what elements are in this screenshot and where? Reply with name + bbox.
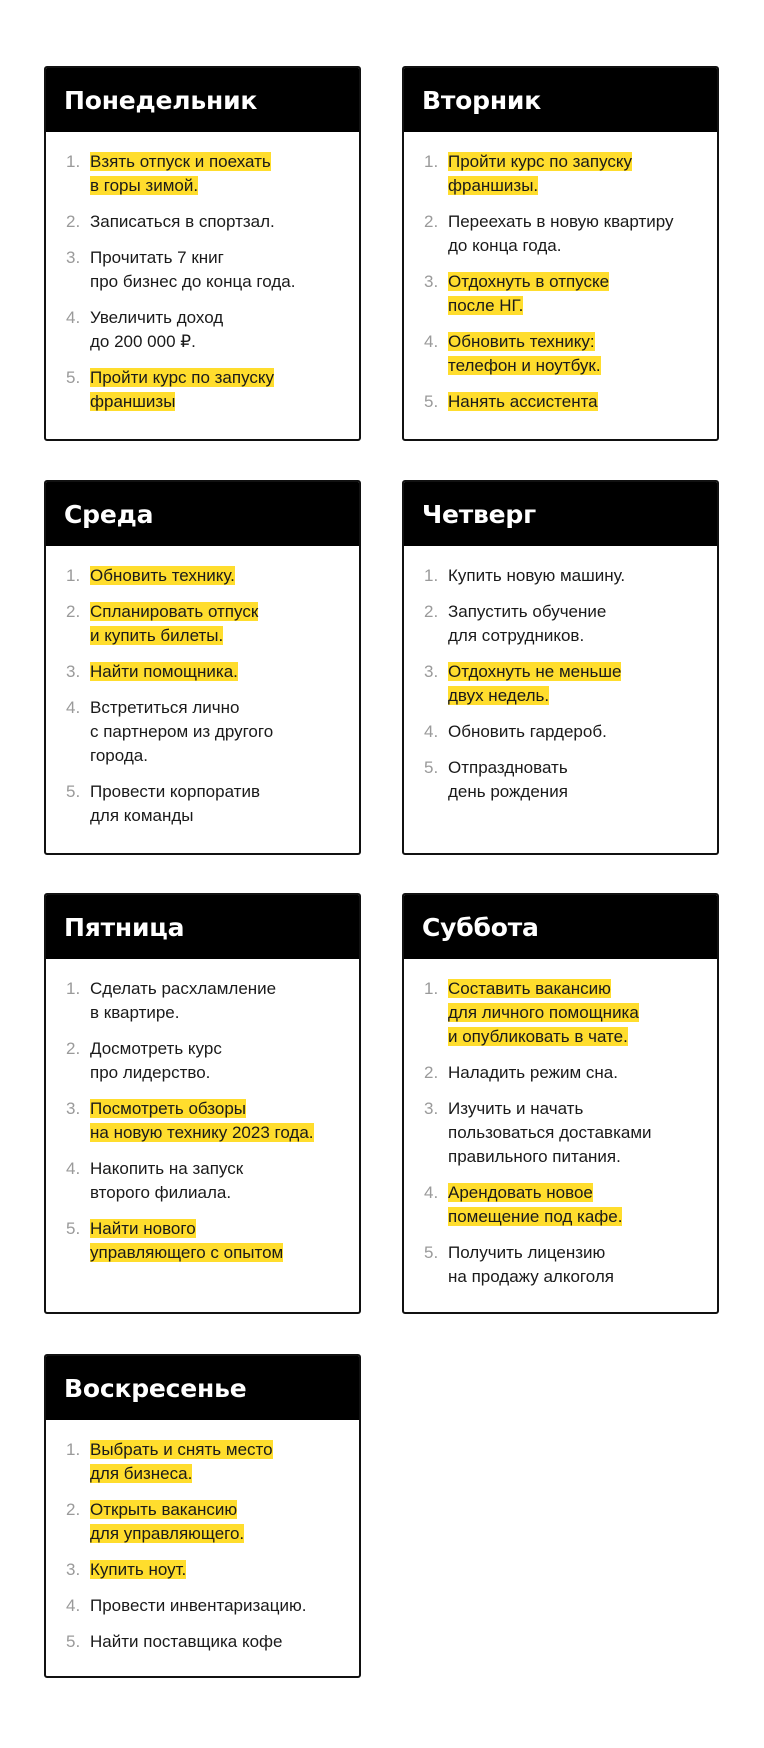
day-title: Пятница [64, 912, 185, 942]
task-number: 5. [66, 782, 81, 801]
task-number: 4. [424, 722, 439, 741]
day-title: Понедельник [64, 85, 258, 115]
day-card-tuesday [402, 66, 719, 441]
task-number: 5. [66, 1632, 81, 1651]
task-text-highlighted [448, 330, 601, 378]
task-item [424, 720, 697, 744]
task-number: 2. [66, 1500, 81, 1519]
task-item [66, 150, 339, 198]
task-item [66, 1217, 339, 1265]
day-card-header [404, 895, 717, 959]
day-card-sunday [44, 1354, 361, 1678]
task-item [66, 1037, 339, 1085]
task-text-highlighted [90, 366, 274, 414]
day-card-thursday [402, 480, 719, 855]
task-number: 3. [424, 662, 439, 681]
task-number: 2. [424, 1063, 439, 1082]
task-list [404, 132, 717, 414]
task-number: 4. [424, 332, 439, 351]
task-item [66, 366, 339, 414]
task-label: Переехать в новую квартиру до конца года. [448, 212, 674, 255]
task-text-highlighted [90, 564, 235, 588]
task-list [46, 132, 359, 414]
task-number: 1. [66, 979, 81, 998]
task-item [66, 600, 339, 648]
task-label: Обновить технику: телефон и ноутбук. [448, 332, 601, 375]
task-text-highlighted [90, 660, 238, 684]
task-text-highlighted [90, 1498, 244, 1546]
task-number: 4. [66, 1596, 81, 1615]
task-number: 2. [66, 212, 81, 231]
task-number: 5. [66, 368, 81, 387]
day-card-header [404, 68, 717, 132]
task-label: Купить новую машину. [448, 566, 626, 585]
task-number: 5. [66, 1219, 81, 1238]
task-text [90, 306, 223, 354]
task-label: Обновить гардероб. [448, 722, 607, 741]
task-item [424, 330, 697, 378]
task-text [448, 1097, 652, 1169]
task-text [90, 1630, 282, 1654]
task-number: 1. [66, 1440, 81, 1459]
task-label: Досмотреть курс про лидерство. [90, 1039, 222, 1082]
task-list [404, 546, 717, 804]
day-title: Среда [64, 499, 154, 529]
task-number: 5. [424, 758, 439, 777]
task-text [448, 756, 568, 804]
task-text-highlighted [90, 150, 271, 198]
task-item [66, 660, 339, 684]
task-text [90, 1037, 222, 1085]
task-number: 3. [66, 662, 81, 681]
task-item [66, 564, 339, 588]
task-number: 4. [66, 698, 81, 717]
task-label: Обновить технику. [90, 566, 235, 585]
task-text [448, 720, 607, 744]
task-item [424, 1181, 697, 1229]
task-text-highlighted [448, 150, 632, 198]
day-card-header [46, 1356, 359, 1420]
task-number: 4. [424, 1183, 439, 1202]
task-item [66, 1438, 339, 1486]
task-label: Найти помощника. [90, 662, 238, 681]
task-label: Отпраздновать день рождения [448, 758, 568, 801]
task-text [448, 210, 674, 258]
day-card-monday [44, 66, 361, 441]
task-label: Нанять ассистента [448, 392, 598, 411]
task-label: Купить ноут. [90, 1560, 187, 1579]
task-number: 3. [66, 1099, 81, 1118]
task-text-highlighted [448, 660, 621, 708]
task-number: 3. [66, 1560, 81, 1579]
task-label: Провести инвентаризацию. [90, 1596, 307, 1615]
task-number: 5. [424, 392, 439, 411]
task-label: Пройти курс по запуску франшизы [90, 368, 275, 411]
task-number: 3. [66, 248, 81, 267]
task-label: Накопить на запуск второго филиала. [90, 1159, 244, 1202]
day-card-friday [44, 893, 361, 1314]
task-item [66, 696, 339, 768]
task-label: Спланировать отпуск и купить билеты. [90, 602, 259, 645]
day-title: Воскресенье [64, 1373, 247, 1403]
task-text [448, 600, 606, 648]
task-item [424, 660, 697, 708]
task-list [46, 959, 359, 1265]
task-label: Открыть вакансию для управляющего. [90, 1500, 245, 1543]
task-item [424, 150, 697, 198]
task-label: Увеличить доход до 200 000 ₽. [90, 308, 224, 351]
task-text [448, 1061, 618, 1085]
task-text [90, 780, 260, 828]
task-item [424, 1061, 697, 1085]
task-number: 3. [424, 1099, 439, 1118]
day-title: Вторник [422, 85, 541, 115]
task-list [46, 1420, 359, 1654]
task-label: Найти нового управляющего с опытом [90, 1219, 284, 1262]
task-label: Провести корпоратив для команды [90, 782, 260, 825]
task-label: Изучить и начать пользоваться доставками правильного питания. [448, 1099, 652, 1166]
task-label: Записаться в спортзал. [90, 212, 275, 231]
task-number: 2. [66, 1039, 81, 1058]
task-list [404, 959, 717, 1289]
task-label: Взять отпуск и поехать в горы зимой. [90, 152, 271, 195]
task-item [66, 1558, 339, 1582]
task-label: Отдохнуть не меньше двух недель. [448, 662, 622, 705]
task-label: Найти поставщика кофе [90, 1632, 283, 1651]
task-text-highlighted [90, 1438, 273, 1486]
day-title: Четверг [422, 499, 536, 529]
task-number: 2. [424, 212, 439, 231]
day-card-header [46, 895, 359, 959]
task-label: Пройти курс по запуску франшизы. [448, 152, 633, 195]
task-number: 1. [424, 152, 439, 171]
task-item [424, 210, 697, 258]
task-item [424, 756, 697, 804]
task-label: Прочитать 7 книг про бизнес до конца года. [90, 248, 296, 291]
task-text [90, 977, 276, 1025]
task-item [66, 1594, 339, 1618]
day-card-saturday [402, 893, 719, 1314]
task-number: 1. [66, 152, 81, 171]
task-text-highlighted [90, 1217, 283, 1265]
task-text [90, 696, 273, 768]
task-item [66, 977, 339, 1025]
day-card-wednesday [44, 480, 361, 855]
task-text-highlighted [448, 270, 609, 318]
task-text-highlighted [448, 1181, 622, 1229]
task-item [424, 1097, 697, 1169]
task-number: 4. [66, 308, 81, 327]
task-number: 3. [424, 272, 439, 291]
task-item [424, 977, 697, 1049]
task-label: Посмотреть обзоры на новую технику 2023 года. [90, 1099, 314, 1142]
task-label: Встретиться лично с партнером из другого города. [90, 698, 274, 765]
task-number: 1. [424, 566, 439, 585]
task-item [424, 1241, 697, 1289]
task-label: Сделать расхламление в квартире. [90, 979, 277, 1022]
task-item [424, 600, 697, 648]
task-item [66, 210, 339, 234]
day-card-header [404, 482, 717, 546]
day-card-header [46, 482, 359, 546]
task-text [90, 1594, 306, 1618]
task-item [66, 246, 339, 294]
task-item [66, 780, 339, 828]
task-text-highlighted [90, 600, 258, 648]
task-label: Арендовать новое помещение под кафе. [448, 1183, 623, 1226]
task-item [424, 564, 697, 588]
task-number: 1. [66, 566, 81, 585]
task-label: Наладить режим сна. [448, 1063, 618, 1082]
task-number: 1. [424, 979, 439, 998]
task-label: Запустить обучение для сотрудников. [448, 602, 607, 645]
day-card-header [46, 68, 359, 132]
task-item [66, 1097, 339, 1145]
task-label: Составить вакансию для личного помощника и опубликовать в чате. [448, 979, 639, 1046]
task-item [66, 306, 339, 354]
task-item [66, 1157, 339, 1205]
task-number: 2. [424, 602, 439, 621]
task-item [424, 270, 697, 318]
task-text [90, 1157, 243, 1205]
task-label: Отдохнуть в отпуске после НГ. [448, 272, 610, 315]
task-list [46, 546, 359, 828]
task-text [448, 1241, 614, 1289]
task-label: Получить лицензию на продажу алкоголя [448, 1243, 614, 1286]
task-item [66, 1498, 339, 1546]
task-label: Выбрать и снять место для бизнеса. [90, 1440, 273, 1483]
task-text-highlighted [90, 1097, 314, 1145]
task-number: 4. [66, 1159, 81, 1178]
task-text-highlighted [448, 977, 639, 1049]
task-number: 5. [424, 1243, 439, 1262]
task-item [424, 390, 697, 414]
task-text [90, 246, 295, 294]
day-title: Суббота [422, 912, 539, 942]
task-text [448, 564, 625, 588]
task-text-highlighted [448, 390, 598, 414]
task-item [66, 1630, 339, 1654]
task-text [90, 210, 275, 234]
task-text-highlighted [90, 1558, 186, 1582]
task-number: 2. [66, 602, 81, 621]
